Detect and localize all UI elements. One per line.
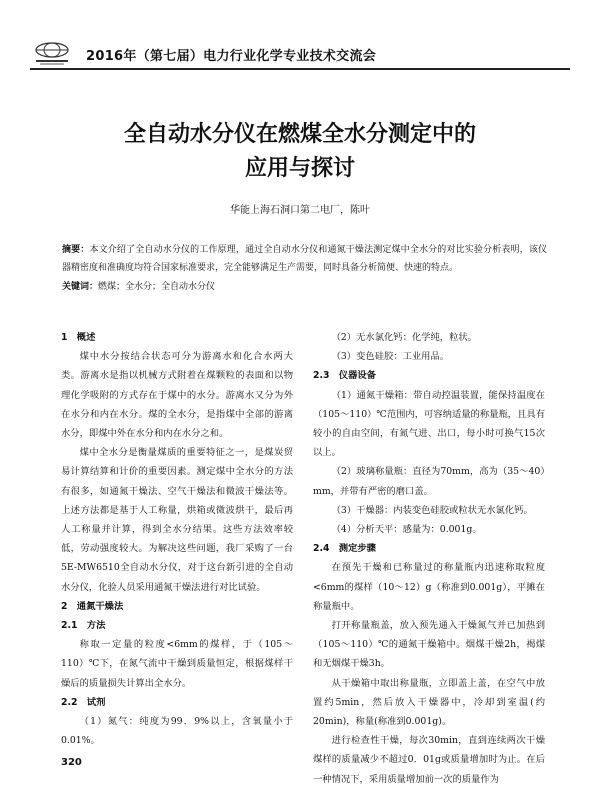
- body-paragraph: 煤中全水分是衡量煤质的重要特征之一，是煤炭贸易计算结算和计价的重要因素。测定煤中全水分的方法有很多，如通氮干燥法、空气干燥法和微波干燥法等。上述方法都是基于人工称量，烘箱或微波烘干，最后再人工称量并计算，得到全水分结果。这些方法效率较低，劳动强度较大。为解决这些问题，我厂采购了一台5E-MW6510全自动水分仪，对于这台新引进的全自动水分仪，化验人员采用通氮干燥法进行对比试验。: [61, 447, 293, 593]
- body-paragraph: 打开称量瓶盖，放入预先通入干燥氮气并已加热到（105～110）℃的通氮干燥箱中。烟煤干燥2h，褐煤和无烟煤干燥3h。: [313, 620, 545, 670]
- conference-title: 2016年（第七届）电力行业化学专业技术交流会: [86, 49, 377, 64]
- abstract: [62, 241, 547, 277]
- section-heading: 1 概述: [61, 332, 96, 343]
- abstract-text: 本文介绍了全自动水分仪的工作原理，通过全自动水分仪和通氮干燥法测定煤中全水分的对比实验分析表明，该仪器精密度和准确度均符合国家标准要求，完全能够满足生产需要，同时具备分析简便、快速的特点。: [62, 245, 547, 273]
- section-heading: 2.3 仪器设备: [313, 370, 376, 382]
- keywords-text: 燃煤；全水分；全自动水分仪: [98, 282, 216, 292]
- body-paragraph: 在预先干燥和已称量过的称量瓶内迅速称取粒度<6mm的煤样（10～12）g（称准到0.001g），平摊在称量瓶中。: [313, 562, 545, 612]
- right-column: [313, 328, 545, 789]
- section-heading: 2 通氮干燥法: [61, 600, 124, 612]
- running-header: [30, 44, 570, 66]
- section-heading: 2.1 方法: [61, 620, 106, 632]
- body-paragraph: （3）干燥器：内装变色硅胶或粒状无水氯化钙。: [331, 504, 533, 516]
- section-heading: 2.4 测定步骤: [313, 543, 376, 555]
- body-paragraph: （2）无水氯化钙：化学纯，粒状。: [331, 332, 477, 343]
- paper-title-line: 全自动水分仪在燃煤全水分测定中的: [123, 122, 476, 147]
- body-paragraph: 称取一定量的粒度<6mm的煤样，于（105～110）℃下，在氮气流中干燥到质量恒定，根据煤样干燥后的质量损失计算出全水分。: [61, 639, 293, 689]
- body-paragraph: （1）氮气：纯度为99．9%以上，含氧量小于0.01%。: [61, 716, 293, 747]
- header-rule: [30, 68, 570, 70]
- body-paragraph: （4）分析天平：感量为：0.001g。: [331, 524, 482, 536]
- keywords: [62, 278, 547, 296]
- body-paragraph: 从干燥箱中取出称量瓶，立即盖上盖，在空气中放置约5min，然后放入干燥器中，冷却到室温(约20min)，称量(称准到0.001g)。: [313, 677, 545, 728]
- body-paragraph: （3）变色硅胶：工业用品。: [331, 351, 450, 363]
- body-paragraph: 煤中水分按结合状态可分为游离水和化合水两大类。游离水是指以机械方式附着在煤颗粒的表面和以物理化学吸附的方式存在于煤中的水分。游离水又分为外在水分和内在水分。煤的全水分，是指煤中全部的游离水分，即煤中外在水分和内在水分之和。: [61, 351, 293, 440]
- paper-title-line: 应用与探讨: [244, 156, 355, 181]
- page-number: 320: [61, 757, 82, 768]
- abstract-label: 摘要：: [62, 245, 90, 255]
- conference-logo-icon: [30, 40, 74, 66]
- body-paragraph: 进行检查性干燥，每次30min，直到连续两次干燥煤样的质量减少不超过0．01g或质量增加时为止。在后一种情况下，采用质量增加前一次的质量作为: [313, 735, 545, 785]
- paper-title: [0, 118, 600, 186]
- author-affiliation: 华能上海石洞口第二电厂，陈叶: [230, 205, 370, 216]
- left-column: [61, 328, 293, 750]
- body-paragraph: （1）通氮干燥箱：带自动控温装置，能保持温度在（105～110）℃范围内，可容纳适量的称量瓶，且具有较小的自由空间，有氮气进、出口，每小时可换气15次以上。: [313, 389, 545, 459]
- body-paragraph: （2）玻璃称量瓶：直径为70mm，高为（35～40）mm，并带有严密的磨口盖。: [313, 466, 545, 497]
- keywords-label: 关键词：: [62, 282, 99, 292]
- section-heading: 2.2 试剂: [61, 696, 106, 708]
